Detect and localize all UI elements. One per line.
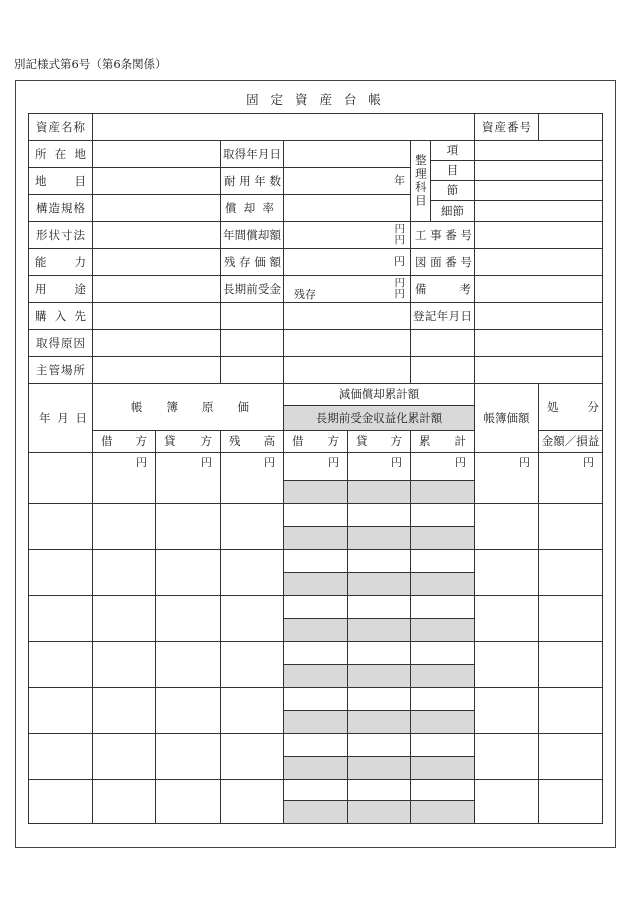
ledger-row-8-book-cost-debit-cell (92, 779, 156, 824)
ledger-row-5-disposal-cell (538, 641, 603, 688)
ledger-row-5-depreciation-credit-cell (347, 641, 411, 665)
accumulated-depreciation-header-label: 減価償却累計額 (338, 387, 420, 402)
ledger-row-2-book-cost-debit-cell (92, 503, 156, 550)
remarks-label-cell (410, 275, 475, 303)
classification-item-label: 節 (446, 183, 459, 198)
structure-value-cell (92, 194, 221, 222)
residual-value-label-cell (220, 248, 284, 276)
disposal-header-cell (538, 383, 603, 431)
ledger-row-8-date-cell (28, 779, 93, 824)
ledger-row-3-book-cost-debit-cell (92, 549, 156, 596)
yen-unit-label: 円 (394, 223, 405, 235)
asset-number-label: 資産番号 (482, 119, 531, 134)
depreciation-rate-label-cell (220, 194, 284, 222)
ledger-row-7-depreciation-total-cell (410, 733, 475, 757)
ledger-row-5-long-term-advance-income-debit-cell (283, 664, 348, 688)
asset-name-label: 資産名称 (36, 119, 85, 134)
ledger-row-2-book-value-cell (474, 503, 539, 550)
use-value-cell (92, 275, 221, 303)
ledger-row-3-depreciation-credit-cell (347, 549, 411, 573)
yen-unit-label: 円 (391, 456, 402, 469)
classification-item-label: 細節 (441, 203, 464, 218)
ledger-row-8-book-value-cell (474, 779, 539, 824)
accumulated-depreciation-header-cell (283, 383, 475, 406)
book-value-header-label: 帳簿価額 (483, 410, 530, 425)
managing-place-value-cell (92, 356, 221, 384)
capacity-value-cell (92, 248, 221, 276)
ledger-row-1-depreciation-debit-cell (283, 452, 348, 481)
classification-item-cell (430, 180, 475, 201)
ledger-row-2-book-cost-balance-cell (220, 503, 284, 550)
drawing-number-label: 図 面 番 号 (415, 254, 472, 269)
ledger-row-3-long-term-advance-income-credit-cell (347, 572, 411, 596)
managing-place-label: 主管場所 (36, 362, 85, 377)
ledger-row-8-depreciation-total-cell (410, 779, 475, 801)
ledger-row-6-book-value-cell (474, 687, 539, 734)
ledger-row-6-long-term-advance-income-total-cell (410, 710, 475, 734)
ledger-row-7-depreciation-credit-cell (347, 733, 411, 757)
ledger-row-3-long-term-advance-income-total-cell (410, 572, 475, 596)
use-label-cell (28, 275, 93, 303)
yen-unit-label: 円 (201, 456, 212, 469)
yen-unit-label: 円 (519, 456, 530, 469)
drawing-number-value-cell (474, 248, 603, 276)
blank-cell (220, 356, 284, 384)
long-term-advance-income-header-cell (283, 405, 475, 431)
book-value-header-cell (474, 383, 539, 453)
ledger-row-3-book-value-cell (474, 549, 539, 596)
ledger-row-8-depreciation-credit-cell (347, 779, 411, 801)
ledger-row-1-depreciation-total-cell (410, 452, 475, 481)
ledger-row-5-book-value-cell (474, 641, 539, 688)
ledger-row-6-date-cell (28, 687, 93, 734)
classification-item-cell (430, 200, 475, 222)
ledger-row-4-date-cell (28, 595, 93, 642)
ledger-row-4-disposal-cell (538, 595, 603, 642)
asset-name-value-cell (92, 113, 475, 141)
ledger-row-5-date-cell (28, 641, 93, 688)
blank-cell (474, 356, 603, 384)
blank-cell (220, 329, 284, 357)
ledger-row-3-long-term-advance-income-debit-cell (283, 572, 348, 596)
asset-number-label-cell (474, 113, 539, 141)
supplier-label: 購 入 先 (35, 308, 86, 323)
acquisition-cause-label: 取得原因 (36, 335, 85, 350)
long-term-advance-label: 長期前受金 (223, 281, 281, 296)
acquisition-cause-label-cell (28, 329, 93, 357)
ledger-row-2-long-term-advance-income-debit-cell (283, 526, 348, 550)
structure-label: 構造規格 (36, 200, 85, 215)
ledger-row-5-book-cost-balance-cell (220, 641, 284, 688)
use-label: 用 途 (35, 281, 86, 296)
yen-unit-label: 円 (394, 234, 405, 246)
ledger-row-1-long-term-advance-income-credit-cell (347, 480, 411, 504)
land-category-label-cell (28, 167, 93, 195)
yen-unit-label: 円 (328, 456, 339, 469)
yen-unit-stack (395, 224, 406, 246)
ledger-row-7-book-cost-debit-cell (92, 733, 156, 780)
ledger-row-1-long-term-advance-income-debit-cell (283, 480, 348, 504)
yen-unit-label: 円 (394, 277, 405, 289)
classification-label: 整理科目 (413, 154, 428, 208)
yen-unit-label: 円 (455, 456, 466, 469)
yen-unit-label: 円 (264, 456, 275, 469)
ledger-row-2-book-cost-credit-cell (155, 503, 221, 550)
ledger-row-5-long-term-advance-income-credit-cell (347, 664, 411, 688)
column-header-label: 残 高 (229, 434, 275, 449)
residual-value-label: 残 存 価 額 (224, 254, 281, 269)
classification-item-value-cell (474, 200, 603, 222)
ledger-row-4-depreciation-debit-cell (283, 595, 348, 619)
ledger-row-7-book-cost-credit-cell (155, 733, 221, 780)
classification-label-cell (410, 140, 431, 222)
ledger-row-3-date-cell (28, 549, 93, 596)
ledger-row-6-disposal-cell (538, 687, 603, 734)
ledger-row-4-book-cost-credit-cell (155, 595, 221, 642)
disposal-amount-header-label: 金額／損益 (541, 434, 600, 449)
depreciation-debit-header-cell (283, 430, 348, 453)
yen-unit-stack (395, 278, 406, 300)
blank-cell (283, 329, 411, 357)
blank-cell (474, 329, 603, 357)
ledger-row-8-depreciation-debit-cell (283, 779, 348, 801)
ledger-row-1-depreciation-credit-cell (347, 452, 411, 481)
disposal-amount-header-cell (538, 430, 603, 453)
ledger-row-6-long-term-advance-income-debit-cell (283, 710, 348, 734)
ledger-row-8-long-term-advance-income-credit-cell (347, 800, 411, 824)
blank-cell (410, 329, 475, 357)
ledger-row-2-depreciation-credit-cell (347, 503, 411, 527)
useful-life-label-cell (220, 167, 284, 195)
land-category-label: 地 目 (35, 173, 86, 188)
ledger-row-6-book-cost-balance-cell (220, 687, 284, 734)
ledger-row-2-depreciation-total-cell (410, 503, 475, 527)
classification-item-label: 目 (446, 163, 459, 178)
classification-item-value-cell (474, 140, 603, 161)
yen-unit-label: 円 (583, 456, 594, 469)
residual-value-value-cell (283, 248, 411, 276)
asset-name-label-cell (28, 113, 93, 141)
column-header-label: 貸 方 (164, 434, 212, 449)
column-header-label: 借 方 (101, 434, 147, 449)
shape-label-cell (28, 221, 93, 249)
classification-item-cell (430, 140, 475, 161)
ledger-row-2-long-term-advance-income-total-cell (410, 526, 475, 550)
managing-place-label-cell (28, 356, 93, 384)
remarks-label: 備 考 (415, 281, 471, 296)
ledger-row-3-depreciation-debit-cell (283, 549, 348, 573)
classification-item-cell (430, 160, 475, 181)
blank-cell (283, 356, 411, 384)
blank-cell (410, 356, 475, 384)
blank-cell (220, 302, 284, 330)
acquisition-cause-value-cell (92, 329, 221, 357)
construction-number-label: 工 事 番 号 (415, 227, 472, 242)
useful-life-value-cell (283, 167, 411, 195)
ledger-row-2-depreciation-debit-cell (283, 503, 348, 527)
ledger-row-8-book-cost-credit-cell (155, 779, 221, 824)
structure-label-cell (28, 194, 93, 222)
registration-date-value-cell (474, 302, 603, 330)
shape-label: 形状寸法 (36, 227, 85, 242)
ledger-row-5-long-term-advance-income-total-cell (410, 664, 475, 688)
ledger-row-4-depreciation-credit-cell (347, 595, 411, 619)
acquisition-date-label: 取得年月日 (223, 146, 281, 161)
ledger-row-7-disposal-cell (538, 733, 603, 780)
remarks-value-cell (474, 275, 603, 303)
column-header-label: 貸 方 (356, 434, 402, 449)
book-cost-header-cell (92, 383, 284, 431)
asset-number-value-cell (538, 113, 603, 141)
drawing-number-label-cell (410, 248, 475, 276)
ledger-row-5-book-cost-debit-cell (92, 641, 156, 688)
ledger-row-8-long-term-advance-income-debit-cell (283, 800, 348, 824)
long-term-advance-income-header-label: 長期前受金収益化累計額 (315, 410, 443, 425)
yen-unit-label: 円 (394, 254, 405, 268)
ledger-row-1-long-term-advance-income-total-cell (410, 480, 475, 504)
ledger-row-7-long-term-advance-income-debit-cell (283, 756, 348, 780)
ledger-row-5-book-cost-credit-cell (155, 641, 221, 688)
ledger-row-6-long-term-advance-income-credit-cell (347, 710, 411, 734)
depreciation-total-header-cell (410, 430, 475, 453)
long-term-advance-value-cell (283, 275, 411, 303)
depreciation-rate-label: 償 却 率 (225, 200, 274, 215)
useful-life-label: 耐 用 年 数 (224, 173, 281, 188)
ledger-row-7-date-cell (28, 733, 93, 780)
ledger-row-2-date-cell (28, 503, 93, 550)
ledger-row-7-long-term-advance-income-total-cell (410, 756, 475, 780)
ledger-row-7-book-cost-balance-cell (220, 733, 284, 780)
ledger-row-7-depreciation-debit-cell (283, 733, 348, 757)
ledger-row-1-book-cost-debit-cell (92, 452, 156, 504)
construction-number-value-cell (474, 221, 603, 249)
location-label: 所 在 地 (35, 146, 86, 161)
disposal-header-label: 処 分 (547, 399, 599, 414)
annual-depreciation-label: 年間償却額 (223, 227, 281, 242)
ledger-row-4-depreciation-total-cell (410, 595, 475, 619)
ledger-row-4-long-term-advance-income-debit-cell (283, 618, 348, 642)
location-value-cell (92, 140, 221, 168)
capacity-label: 能 力 (35, 254, 86, 269)
classification-item-value-cell (474, 160, 603, 181)
depreciation-credit-header-cell (347, 430, 411, 453)
ledger-row-4-book-cost-balance-cell (220, 595, 284, 642)
ledger-row-4-book-value-cell (474, 595, 539, 642)
date-header-label: 年 月 日 (39, 410, 87, 425)
ledger-row-8-long-term-advance-income-total-cell (410, 800, 475, 824)
date-header-cell (28, 383, 93, 453)
capacity-label-cell (28, 248, 93, 276)
ledger-row-5-depreciation-debit-cell (283, 641, 348, 665)
ledger-row-7-book-value-cell (474, 733, 539, 780)
construction-number-label-cell (410, 221, 475, 249)
depreciation-rate-value-cell (283, 194, 411, 222)
location-label-cell (28, 140, 93, 168)
acquisition-date-value-cell (283, 140, 411, 168)
ledger-row-4-long-term-advance-income-total-cell (410, 618, 475, 642)
acquisition-date-label-cell (220, 140, 284, 168)
classification-item-label: 項 (446, 143, 459, 158)
supplier-value-cell (92, 302, 221, 330)
book-cost-credit-header-cell (155, 430, 221, 453)
long-term-advance-label-cell (220, 275, 284, 303)
ledger-row-8-book-cost-balance-cell (220, 779, 284, 824)
yen-unit-label: 円 (136, 456, 147, 469)
ledger-row-6-depreciation-total-cell (410, 687, 475, 711)
land-category-value-cell (92, 167, 221, 195)
form-number-label: 別記様式第6号（第6条関係） (14, 57, 167, 71)
ledger-row-4-book-cost-debit-cell (92, 595, 156, 642)
ledger-row-4-long-term-advance-income-credit-cell (347, 618, 411, 642)
residual-sub-label: 残存 (294, 287, 316, 301)
ledger-row-6-depreciation-credit-cell (347, 687, 411, 711)
ledger-row-3-disposal-cell (538, 549, 603, 596)
ledger-row-8-disposal-cell (538, 779, 603, 824)
ledger-row-3-book-cost-balance-cell (220, 549, 284, 596)
blank-cell (283, 302, 411, 330)
ledger-row-5-depreciation-total-cell (410, 641, 475, 665)
column-header-label: 借 方 (292, 434, 339, 449)
year-unit-label: 年 (394, 173, 405, 187)
ledger-row-6-book-cost-debit-cell (92, 687, 156, 734)
ledger-row-7-long-term-advance-income-credit-cell (347, 756, 411, 780)
registration-date-label-cell (410, 302, 475, 330)
ledger-row-2-disposal-cell (538, 503, 603, 550)
classification-item-value-cell (474, 180, 603, 201)
ledger-row-2-long-term-advance-income-credit-cell (347, 526, 411, 550)
ledger-row-3-depreciation-total-cell (410, 549, 475, 573)
ledger-row-1-disposal-cell (538, 452, 603, 504)
column-header-label: 累 計 (419, 434, 466, 449)
annual-depreciation-label-cell (220, 221, 284, 249)
ledger-row-1-book-cost-balance-cell (220, 452, 284, 504)
ledger-title: 固 定 資 産 台 帳 (246, 92, 385, 107)
ledger-row-1-book-value-cell (474, 452, 539, 504)
book-cost-debit-header-cell (92, 430, 156, 453)
ledger-row-3-book-cost-credit-cell (155, 549, 221, 596)
book-cost-header-label: 帳 簿 原 価 (131, 399, 249, 414)
ledger-row-1-date-cell (28, 452, 93, 504)
ledger-row-6-book-cost-credit-cell (155, 687, 221, 734)
registration-date-label: 登記年月日 (413, 308, 472, 323)
shape-value-cell (92, 221, 221, 249)
book-cost-balance-header-cell (220, 430, 284, 453)
supplier-label-cell (28, 302, 93, 330)
ledger-row-1-book-cost-credit-cell (155, 452, 221, 504)
annual-depreciation-value-cell (283, 221, 411, 249)
ledger-row-6-depreciation-debit-cell (283, 687, 348, 711)
yen-unit-label: 円 (394, 288, 405, 300)
